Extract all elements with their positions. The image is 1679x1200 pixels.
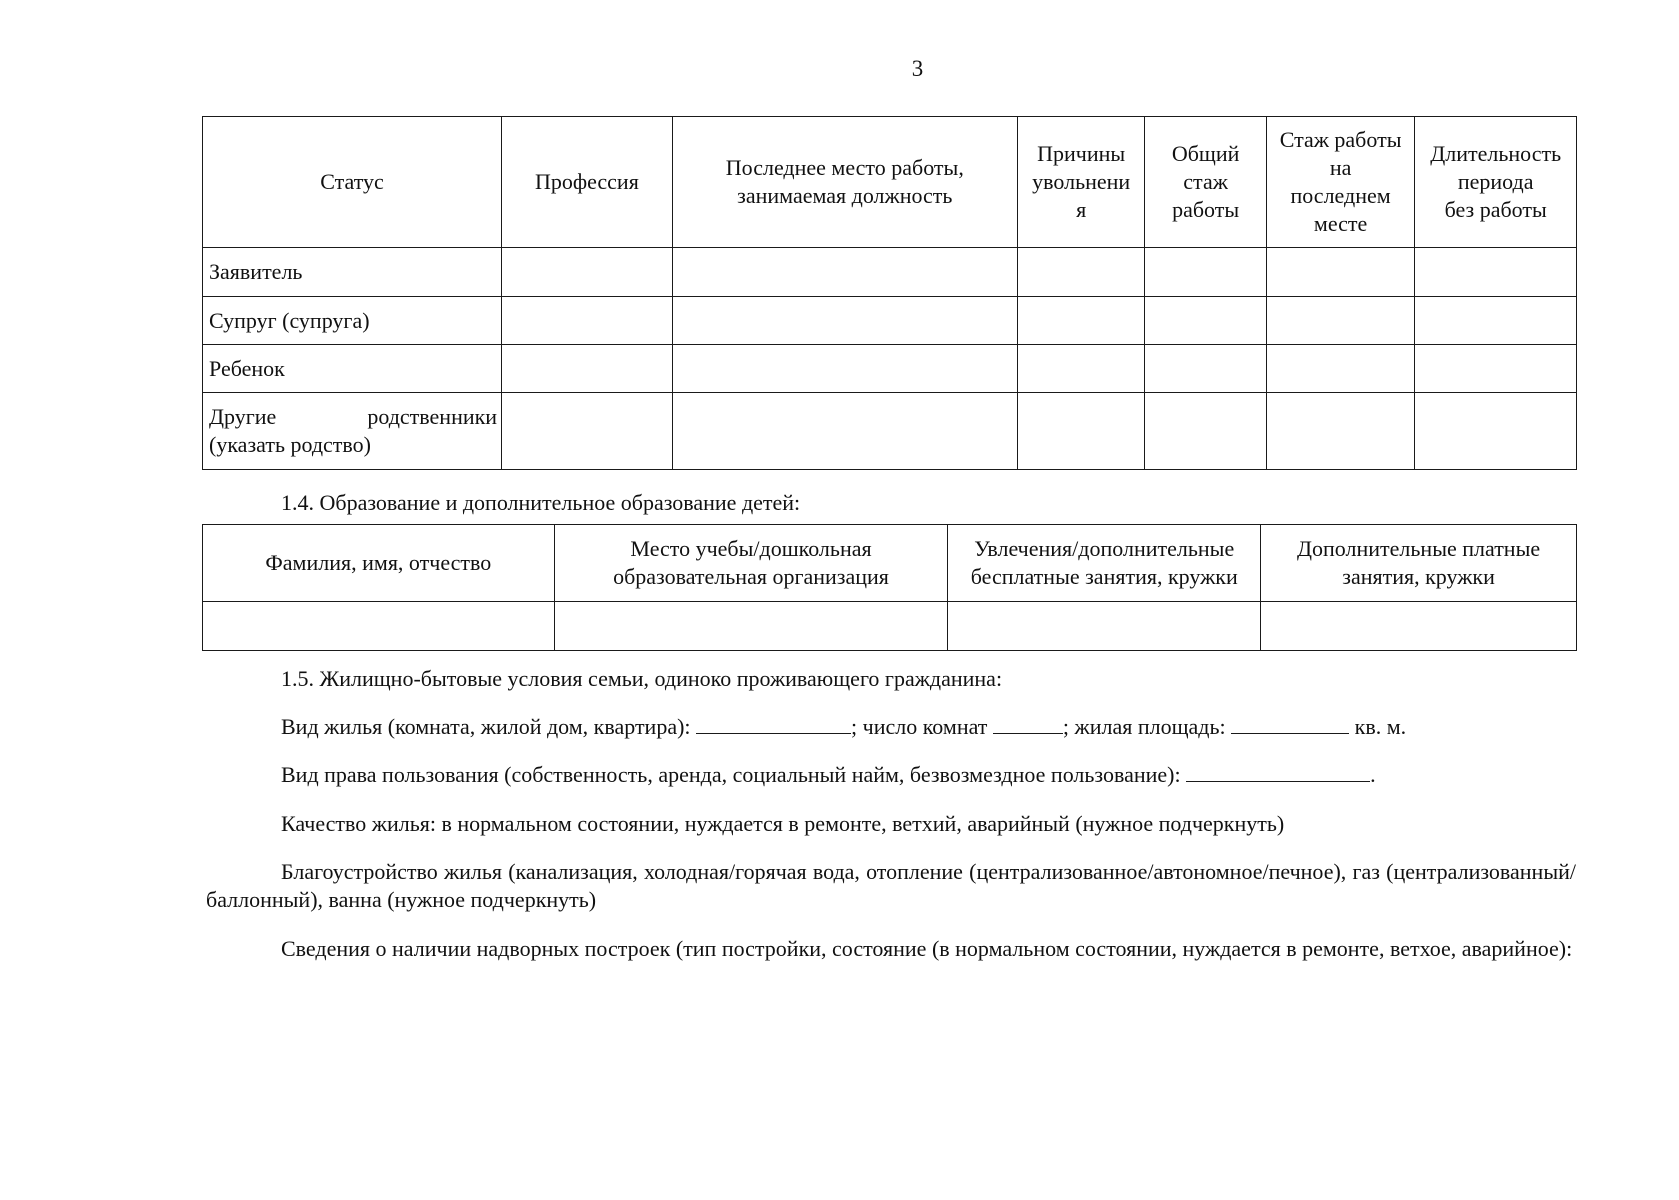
empty-cell[interactable]: [1415, 345, 1577, 393]
empty-cell[interactable]: [672, 297, 1017, 345]
housing-type-label: Вид жилья (комната, жилой дом, квартира):: [281, 714, 691, 739]
header-unemployment-duration: Длительность периода без работы: [1415, 117, 1577, 248]
header-dismissal-reasons: Причины увольнени я: [1017, 117, 1144, 248]
outbuildings-info: Сведения о наличии надворных построек (тип постройки, состояние (в нормальном состоянии, нуждается в ремонте, ветхое, аварийное):: [281, 936, 1573, 961]
usage-right-line: [206, 761, 1576, 789]
area-label: ; жилая площадь:: [1062, 714, 1226, 739]
table-row: [203, 248, 1577, 297]
empty-cell[interactable]: [554, 602, 948, 651]
empty-cell[interactable]: [1415, 248, 1577, 297]
empty-cell[interactable]: [1145, 248, 1266, 297]
usage-right-label: Вид права пользования (собственность, аренда, социальный найм, безвозмездное пользование):: [281, 762, 1181, 787]
empty-cell[interactable]: [1261, 602, 1577, 651]
section-1-5-title: 1.5. Жилищно-бытовые условия семьи, одиноко проживающего гражданина:: [281, 666, 1003, 691]
education-header-row: [203, 525, 1577, 602]
empty-cell[interactable]: [502, 345, 673, 393]
header-profession: Профессия: [502, 117, 673, 248]
rooms-label: ; число комнат: [851, 714, 988, 739]
table-row: [203, 602, 1577, 651]
empty-cell[interactable]: [502, 297, 673, 345]
header-study-place: Место учебы/дошкольная образовательная организация: [554, 525, 948, 602]
empty-cell[interactable]: [1266, 345, 1415, 393]
empty-cell[interactable]: [1017, 393, 1144, 470]
area-blank[interactable]: [1231, 713, 1349, 734]
empty-cell[interactable]: [1145, 297, 1266, 345]
empty-cell[interactable]: [672, 248, 1017, 297]
empty-cell[interactable]: [1145, 345, 1266, 393]
row-label-other-relatives: Другие родственники (указать родство): [203, 393, 502, 470]
section-1-4-title: 1.4. Образование и дополнительное образование детей:: [281, 490, 801, 515]
employment-header-row: [203, 117, 1577, 248]
housing-type-blank[interactable]: [696, 713, 851, 734]
empty-cell[interactable]: [1266, 297, 1415, 345]
empty-cell[interactable]: [1415, 393, 1577, 470]
table-row: [203, 393, 1577, 470]
empty-cell[interactable]: [1017, 248, 1144, 297]
header-last-place-experience: Стаж работы на последнем месте: [1266, 117, 1415, 248]
empty-cell[interactable]: [203, 602, 555, 651]
header-status: Статус: [203, 117, 502, 248]
empty-cell[interactable]: [1266, 248, 1415, 297]
header-free-activities: Увлечения/дополнительные бесплатные занятия, кружки: [948, 525, 1261, 602]
row-label-child: Ребенок: [203, 345, 502, 393]
usage-right-end: .: [1370, 762, 1376, 787]
header-last-workplace: Последнее место работы, занимаемая должность: [672, 117, 1017, 248]
empty-cell[interactable]: [502, 393, 673, 470]
header-full-name: Фамилия, имя, отчество: [203, 525, 555, 602]
empty-cell[interactable]: [1017, 345, 1144, 393]
empty-cell[interactable]: [672, 393, 1017, 470]
row-label-spouse: Супруг (супруга): [203, 297, 502, 345]
housing-amenities: Благоустройство жилья (канализация, холодная/горячая вода, отопление (централизованное/автономное/печное), газ (централизованный/баллонный), ванна (нужное подчеркнуть): [206, 859, 1576, 912]
housing-type-line: [206, 713, 1576, 741]
empty-cell[interactable]: [948, 602, 1261, 651]
housing-quality: Качество жилья: в нормальном состоянии, нуждается в ремонте, ветхий, аварийный (нужное подчеркнуть): [281, 811, 1285, 836]
page-number: 3: [911, 56, 924, 81]
table-row: [203, 345, 1577, 393]
area-unit: кв. м.: [1354, 714, 1407, 739]
empty-cell[interactable]: [672, 345, 1017, 393]
header-total-experience: Общий стаж работы: [1145, 117, 1266, 248]
empty-cell[interactable]: [1266, 393, 1415, 470]
empty-cell[interactable]: [1017, 297, 1144, 345]
empty-cell[interactable]: [502, 248, 673, 297]
header-paid-activities: Дополнительные платные занятия, кружки: [1261, 525, 1577, 602]
employment-table: [202, 116, 1577, 470]
empty-cell[interactable]: [1145, 393, 1266, 470]
usage-right-blank[interactable]: [1186, 761, 1370, 782]
table-row: [203, 297, 1577, 345]
education-table: [202, 524, 1577, 651]
empty-cell[interactable]: [1415, 297, 1577, 345]
rooms-blank[interactable]: [993, 713, 1063, 734]
row-label-applicant: Заявитель: [203, 248, 502, 297]
